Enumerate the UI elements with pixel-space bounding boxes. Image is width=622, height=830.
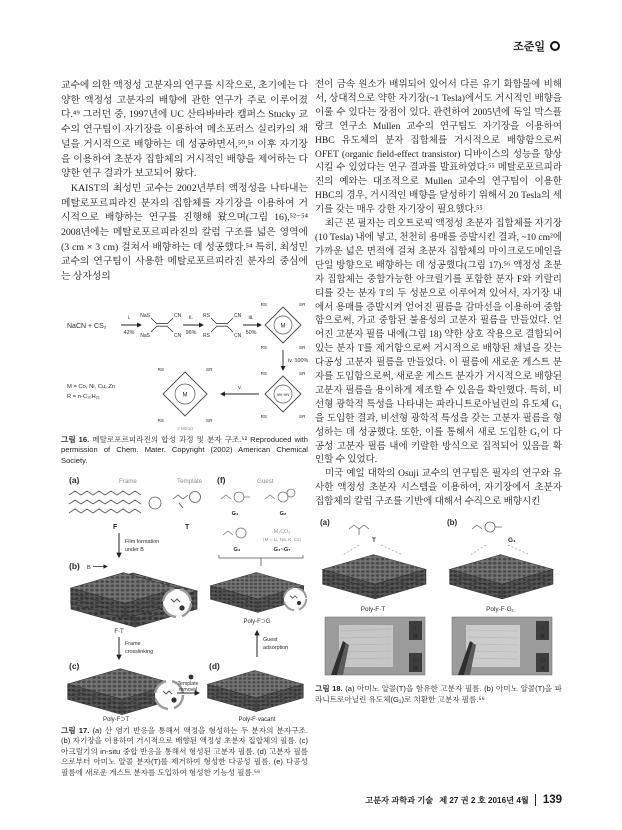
caption-label: 그림 17. (61, 726, 90, 736)
polyfg-stack (450, 555, 553, 599)
yield-1: 42% (123, 329, 135, 336)
b-field-label: B (87, 565, 91, 572)
polyft-stack (323, 555, 426, 599)
intermediate-2 (203, 313, 242, 339)
panel-b-label: (b) (69, 561, 80, 572)
macrocycle-product-1 (261, 302, 306, 350)
right-column (315, 79, 562, 705)
svg-text:SR: SR (299, 413, 306, 419)
metal-legend: M = Co, Ni, Cu, Zn (67, 383, 116, 390)
svg-text:CN: CN (174, 332, 182, 339)
guest-1-label: G₁ (231, 511, 239, 518)
substituent-legend: R = n-C₁₀H₂₁ (67, 393, 100, 400)
template-label: Template (177, 478, 203, 486)
paragraph: 교수에 의한 액정성 고분자의 연구를 시작으로, 초기에는 다양한 액정성 고분자의 배향에 관한 연구가 주로 이루어졌다.⁴⁹ 그러던 중, 1997년에 UC 산타바바라 캠퍼스 Stucky 교수의 연구팀이 자기장을 이용하여 메소포러스 실리카의 채널을 거시적으로 배향하는 데 성공하면서,⁵⁰,⁵¹ 이후 자기장을 이용하여 초분자 집합체의 거시적인 배향을 제어하는 다양한 연구 결과가 보고되어 왔다. (61, 80, 308, 180)
panel-a-label: (a) (69, 475, 80, 486)
step-1: i. (127, 314, 131, 321)
paragraph: 전이 금속 원소가 배위되어 있어서 다른 유기 화합물에 비해서, 상대적으로 약한 자기장(~1 Tesla)에서도 거시적인 배향을 이룰 수 있다는 장점이 있다. 관련하여 2005년에 독일 막스플랑크 연구소 Mullen 교수의 연구팀도 자기장을 이용하여 HBC 유도체의 분자 집합체를 거시적으로 배향함으로써 OFET (organic field-effect transistor) 디바이스의 성능을 향상시킬 수 있었다는 연구 결과를 발표하였다.⁵⁵ 메탈로포르피라진의 예와는 대조적으로 Mullen 교수의 연구팀이 이용한 HBC의 경우, 거시적인 배향을 달성하기 위해서 20 Tesla의 세기를 갖는 매우 강한 자기장이 필요했다.⁵⁵ (315, 80, 562, 216)
pointer-line (470, 545, 486, 555)
caption-label: 그림 16. (61, 434, 90, 444)
vacant-label: Poly-F·vacant (238, 717, 276, 724)
guest-bracket (219, 555, 303, 566)
svg-text:SR: SR (206, 417, 213, 423)
left-column (61, 79, 308, 778)
frame-molecule (69, 491, 161, 513)
figure-17-caption (61, 726, 308, 778)
b-field-label: B (540, 634, 545, 641)
reactant-label: NaCN + CS₂ (67, 322, 107, 330)
film-formation-text-1: Film formation (125, 539, 160, 546)
template-molecule-sketch (349, 525, 369, 535)
template-molecule (173, 492, 201, 509)
svg-text:RS: RS (203, 332, 210, 339)
film-formation-text-2: under B (125, 547, 144, 554)
film-photo-a (325, 617, 425, 675)
polyft-label: Poly-F⊃T (102, 717, 130, 724)
up-arrow-icon: ↑ (540, 625, 545, 633)
svg-text:RS: RS (260, 413, 267, 419)
yield-3: 50% (245, 329, 257, 336)
template-symbol: T (185, 524, 190, 532)
guest-adsorption-text-2: adsorption (263, 645, 289, 652)
yield-2: 96% (185, 329, 197, 336)
paragraph: 최근 본 필자는 리오트로픽 액정성 초분자 집합체를 자기장(10 Tesla) 내에 넣고, 천천히 용매를 증발시킨 결과, ~10 cm²에 가까운 넓은 면적에 걸쳐 초분자 집합체의 마이크로도메인을 단일 방향으로 배향하는 데 성공했다(그림 17).⁵⁶ 액정성 초분자 집합체는 중합가능한 아크릴기를 포함한 분자 F와 키랄리티를 갖는 분자 T의 두 성분으로 이루어져 있어서, 자기장 내에서 용매를 증발시켜 얻어진 필름을 감마선을 이용하여 중합함으로써, 가교 중합된 불용성의 고분자 필름을 만들었다. 얻어진 고분자 필름 내에(그림 18) 약한 상호 작용으로 결합되어 있는 분자 T를 제거함으로써 거시적으로 배향된 채널을 갖는 다공성 고분자 필름을 만들었다. 이 필름에 새로운 게스트 분자를 도입함으로써, 새로운 게스트 분자가 거시적으로 배향된 고분자 필름을 용이하게 제조할 수 있음을 확인했다. 특히, 비선형 광학적 특성을 나타내는 파라니트로아닐린의 유도체 G₁을 도입한 결과, 비선형 광학적 특성을 갖는 고분자 필름을 형성하는 데 성공했다. 또한, 이를 통해서 새로 도입한 G₁이 다공성 고분자 필름 내에 키랄한 방식으로 집적되어 있음을 확인할 수 있었다. (315, 219, 562, 466)
panel-d-label: (d) (209, 661, 220, 672)
frame-symbol: F (113, 524, 118, 532)
panel-f-label: (f) (217, 475, 226, 486)
svg-text:RS: RS (203, 312, 210, 319)
carbonate-formula: M₂CO₃ (273, 529, 291, 536)
template-removal-text-2: removal (178, 687, 198, 694)
svg-text:CN: CN (234, 312, 242, 319)
macrocycle-final-product (158, 367, 213, 423)
figure-18-panel-b (447, 518, 553, 675)
author-ring-icon (550, 41, 560, 51)
compound-tag: ≡ MS10 (177, 425, 193, 431)
svg-text:NaS: NaS (140, 312, 150, 319)
pointer-line (343, 545, 359, 555)
template-symbol: T (372, 537, 376, 545)
polyfg-label: Poly-F⊃G (243, 619, 271, 626)
svg-text:SR: SR (299, 344, 306, 350)
svg-text:RS: RS (260, 301, 267, 307)
caption-text: (a) 산 염기 반응을 통해서 액정을 형성하는 두 분자의 분자구조. (b) 자기장을 이용하여 거시적으로 배향된 액정성 초분자 집합체의 필름. (c) 아크릴기의 in-situ 중합 반응을 통해서 형성된 고분자 필름. (d) 고분자 필름으로부터 아미노 알콜 분자(T)를 제거하여 형성한 다공성 필름. (e) 다공성 필름에 새로운 게스트 분자를 도입하여 형성한 기능성 필름.⁵⁶ (61, 726, 308, 777)
pointer-line (381, 545, 403, 555)
figure-16-synthesis-scheme (61, 290, 308, 432)
svg-text:NaS: NaS (140, 332, 150, 339)
footer-journal-title: 고분자 과학과 기술 (365, 795, 434, 805)
polyft-label: Poly-F·T (360, 606, 386, 614)
frame-label: Frame (119, 478, 137, 486)
svg-text:M: M (182, 392, 188, 399)
guest-adsorption-text-1: Guest (263, 637, 278, 644)
crosslinking-text-2: crosslinking (125, 649, 154, 656)
header-author (513, 38, 560, 54)
paragraph: 미국 예일 대학의 Osuji 교수의 연구팀은 필자의 연구와 유사한 액정성 초분자 시스템을 이용하여, 자기장에서 초분자 집합체의 칼럼 구조를 기반에 대해서 수직으로 배향시킨 (315, 469, 562, 508)
guest-3-label: G₃ (233, 547, 241, 554)
caption-text: 메탈로포르피라진의 합성 과정 및 분자 구조.⁵² Reproduced with permission of Chem. Mater. Copyright (2002) American Chemical Society. (61, 434, 308, 465)
step-3: iii. (248, 314, 254, 321)
guest-molecule-sketch (472, 522, 502, 532)
metal-list: (M = Li, Na, K, Cs) (263, 537, 301, 543)
svg-text:SR: SR (206, 366, 213, 372)
figure-18-panel-a (320, 518, 426, 675)
guest-4-7-label: G₄~G₇ (273, 547, 291, 554)
up-arrow-icon: ↑ (413, 625, 418, 633)
svg-text:CN: CN (234, 332, 242, 339)
crosslinking-text-1: Frame (125, 641, 141, 648)
vacant-stack (208, 671, 304, 712)
svg-text:M: M (280, 323, 286, 330)
polyfg-label: Poly-F·G₁ (486, 606, 514, 614)
svg-text:RS: RS (157, 366, 164, 372)
figure-18-illustration (315, 515, 562, 681)
north-label: N (413, 666, 418, 673)
guest-symbol: G₁ (508, 537, 516, 545)
dot-circle-icon: ⊙ (539, 657, 546, 665)
author-name: 조준일 (513, 41, 545, 53)
dot-circle-icon: ⊙ (412, 657, 419, 665)
step-2: ii. (189, 314, 193, 321)
svg-text:SR: SR (299, 370, 306, 376)
b-field-label: B (413, 634, 418, 641)
intermediate-1 (140, 313, 181, 339)
removed-template-dot (189, 675, 194, 680)
guest-label: Guest (257, 478, 274, 486)
ft-label: F·T (114, 629, 124, 636)
footer-issue-info: 제 27 권 2 호 2016년 4월 (439, 795, 529, 805)
macrocycle-intermediate (261, 371, 306, 419)
caption-label: 그림 18. (315, 684, 343, 694)
svg-text:RS: RS (157, 417, 164, 423)
panel-c-label: (c) (69, 661, 80, 672)
figure-17-illustration (61, 471, 308, 723)
svg-text:NH HN: NH HN (276, 391, 290, 397)
svg-text:RS: RS (260, 370, 267, 376)
page-footer (315, 794, 562, 806)
figure-18-caption (315, 684, 562, 705)
north-label: N (540, 666, 545, 673)
step-4: iv. 100% (288, 357, 308, 364)
guest-2-label: G₂ (279, 511, 287, 518)
pointer-line (508, 545, 530, 555)
svg-text:RS: RS (260, 344, 267, 350)
caption-text: (a) 아미노 알콜(T)을 함유한 고분자 필름. (b) 아미노 알콜(T)을 파라니트로아닐린 유도체(G₁)로 치환한 고분자 필름.⁵⁶ (315, 684, 562, 704)
figure-16-caption (61, 435, 308, 466)
paragraph: KAIST의 최성민 교수는 2002년부터 액정성을 나타내는 메탈로포르피라진 분자의 집합체를 자기장을 이용하여 거시적으로 배향하는 연구를 진행해 왔으며(그림 16),⁵²⁻⁵⁴ 2008년에는 메탈로포르피라진의 칼럼 구조를 넓은 영역에(3 cm × 3 cm) 걸쳐서 배향하는 데 성공했다.⁵⁴ 특히, 최성민 교수의 연구팀이 사용한 메탈로포르피라진 분자의 중심에는 상자성의 (61, 182, 308, 283)
polyfg-inset-magnifier (284, 588, 306, 610)
film-photo-b (452, 617, 552, 675)
template-removal-text-1: Template (177, 681, 199, 688)
ft-inset-magnifier (163, 589, 191, 617)
step-5: v. (238, 384, 242, 391)
svg-text:SR: SR (299, 301, 306, 307)
svg-text:CN: CN (174, 312, 182, 319)
footer-page-number: 139 (535, 794, 562, 806)
panel-b-label: (b) (447, 518, 458, 528)
panel-a-label: (a) (320, 518, 330, 528)
